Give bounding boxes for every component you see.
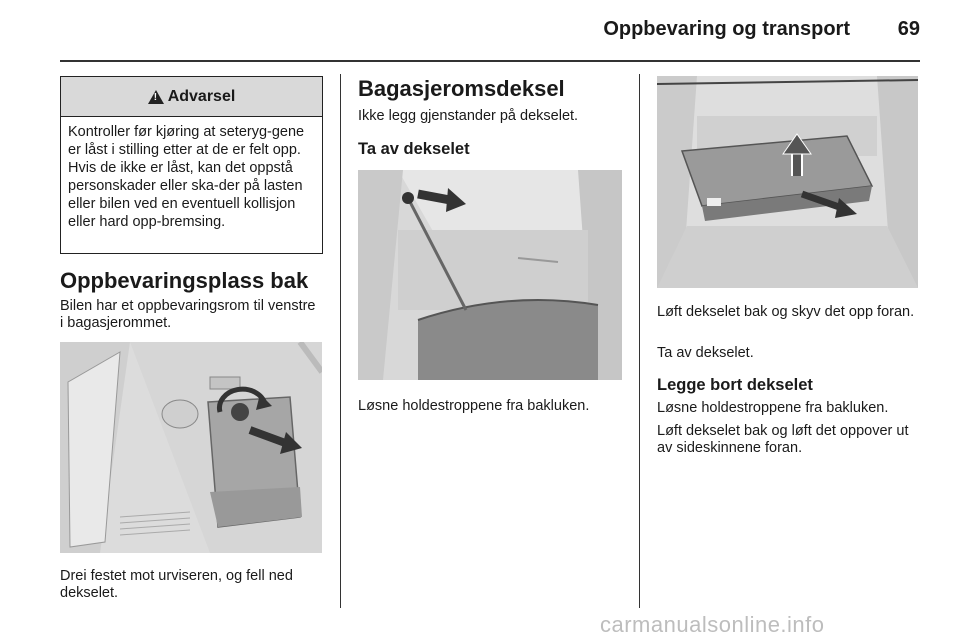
stow-cover-step-1: Løsne holdestroppene fra bakluken.: [657, 400, 889, 416]
release-straps-illustration: [358, 170, 622, 380]
page-number: 69: [897, 18, 920, 40]
storage-compartment-illustration: [60, 342, 322, 553]
warning-icon: [148, 90, 164, 104]
header-rule: [60, 60, 920, 62]
warning-box: [60, 76, 323, 254]
release-straps-caption: Løsne holdestroppene fra bakluken.: [358, 398, 590, 414]
subheading-stow-cover: Legge bort dekselet: [657, 376, 813, 394]
warning-body: Kontroller før kjøring at seteryg-gene er låst i stilling etter at de er felt opp. Hvis de ikke er låst, kan det oppstå personskader eller ska-der på lasten eller bilen ved en eventuell kollisjon eller hard opp-bremsing.: [68, 124, 305, 230]
warning-header: [61, 77, 322, 117]
subheading-remove-cover: Ta av dekselet: [358, 140, 470, 158]
page-header-title: Oppbevaring og transport: [603, 18, 850, 40]
lift-cover-illustration: [657, 76, 918, 288]
watermark: carmanualsonline.info: [600, 612, 825, 637]
section-heading-storage: Oppbevaringsplass bak: [60, 268, 309, 293]
cover-intro-text: Ikke legg gjenstander på dekselet.: [358, 108, 579, 124]
remove-cover-caption: Ta av dekselet.: [657, 345, 754, 361]
lift-cover-caption: Løft dekselet bak og skyv det opp foran.: [657, 304, 915, 320]
storage-caption: Drei festet mot urviseren, og fell ned dekselet.: [60, 568, 293, 601]
storage-intro-text: Bilen har et oppbevaringsrom til venstre i bagasjerommet.: [60, 298, 316, 331]
stow-cover-step-2: Løft dekselet bak og løft det oppover ut av sideskinnene foran.: [657, 423, 909, 456]
column-divider-1: [340, 74, 341, 608]
warning-title: Advarsel: [167, 87, 236, 105]
section-heading-cover: Bagasjeromsdeksel: [358, 76, 565, 101]
column-divider-2: [639, 74, 640, 608]
